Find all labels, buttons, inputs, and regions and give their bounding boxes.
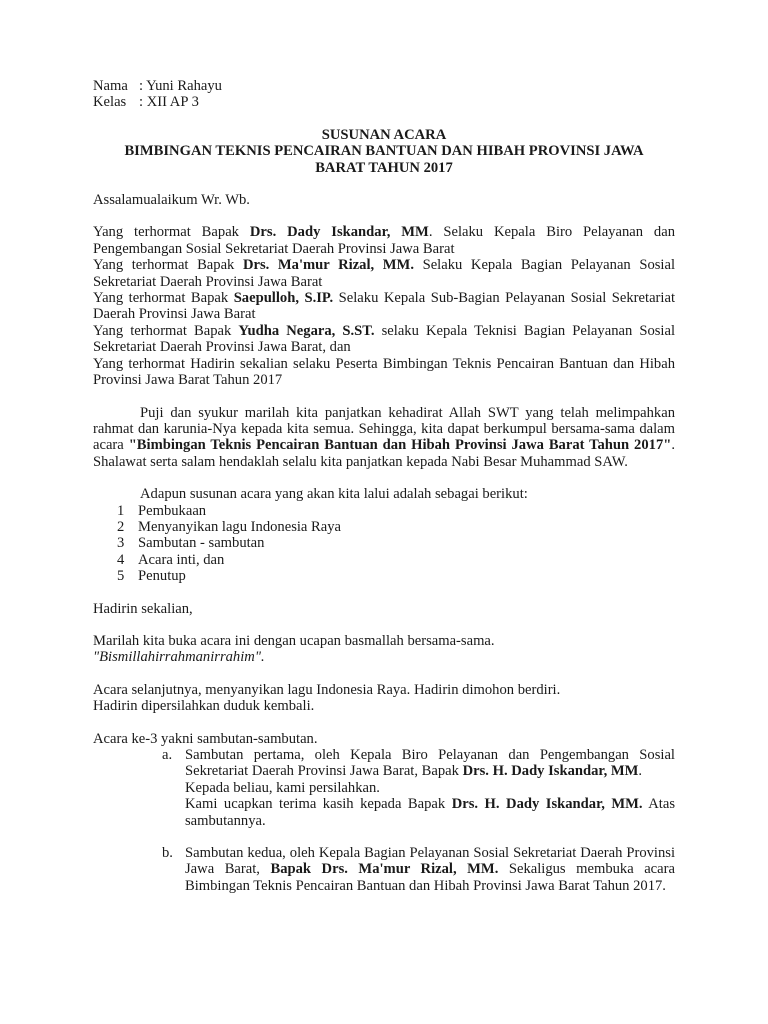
speech-a-text <box>185 747 675 780</box>
speech-text: Sambutan kedua, oleh Kepala Bagian Pelayanan Sosial Sekretariat Daerah Provinsi Jawa Barat, <box>185 845 675 878</box>
agenda-list <box>93 503 675 585</box>
list-number: 2 <box>117 518 125 535</box>
speech-text: Sambutan pertama, oleh Kepala Biro Pelayanan dan Pengembangan Sosial Sekretariat Daerah Provinsi Jawa Barat, Bapak <box>185 747 675 780</box>
list-text: Acara inti, dan <box>138 551 225 568</box>
basmalah-text: "Bismillahirrahmanirrahim". <box>93 649 265 666</box>
anthem-line-2: Hadirin dipersilahkan duduk kembali. <box>93 698 315 715</box>
list-number: 4 <box>117 551 125 568</box>
list-item <box>93 535 675 551</box>
respect-paragraph <box>93 323 675 356</box>
document-title <box>93 127 675 176</box>
speech-marker: a. <box>162 747 173 763</box>
nama-label: Nama <box>93 78 128 94</box>
speech-name: Drs. H. Dady Iskandar, MM <box>462 763 639 780</box>
speeches-intro: Acara ke-3 yakni sambutan-sambutan. <box>93 730 318 747</box>
anthem-line-1: Acara selanjutnya, menyanyikan lagu Indonesia Raya. Hadirin dimohon berdiri. <box>93 681 561 698</box>
nama-value: : Yuni Rahayu <box>139 78 222 94</box>
list-number: 5 <box>117 568 125 585</box>
respect-text: selaku Kepala Teknisi Bagian Pelayanan Sosial Sekretariat Daerah Provinsi Jawa Barat, dan <box>93 322 676 356</box>
speech-item-b <box>162 845 675 894</box>
respect-name: Drs. Ma'mur Rizal, MM. <box>242 257 414 274</box>
kelas-label: Kelas <box>93 94 127 111</box>
respect-text: Selaku Kepala Bagian Pelayanan Sosial Sekretariat Daerah Provinsi Jawa Barat <box>93 257 676 290</box>
event-name: "Bimbingan Teknis Pencairan Bantuan dan Hibah Provinsi Jawa Barat Tahun 2017" <box>128 437 672 454</box>
list-item <box>93 568 675 584</box>
list-text: Penutup <box>138 568 186 585</box>
speech-marker: b. <box>162 845 173 862</box>
agenda-intro: Adapun susunan acara yang akan kita lalui adalah sebagai berikut: <box>140 486 528 503</box>
list-number: 1 <box>117 502 125 519</box>
list-item <box>93 519 675 535</box>
list-text: Pembukaan <box>138 502 207 519</box>
kelas-row <box>93 94 675 110</box>
respect-text: Selaku Kepala Sub-Bagian Pelayanan Sosial Sekretariat Daerah Provinsi Jawa Barat <box>93 290 675 323</box>
respect-paragraph <box>93 356 675 389</box>
title-line-3: BARAT TAHUN 2017 <box>315 159 453 176</box>
opening-paragraph <box>93 405 675 471</box>
speech-name: Drs. H. Dady Iskandar, MM. <box>451 796 643 813</box>
speech-a-thanks <box>185 796 675 829</box>
basmalah <box>93 649 675 665</box>
opening-text: . Shalawat serta salam hendaklah selalu kita panjatkan kepada Nabi Besar Muhammad SAW. <box>93 437 676 470</box>
opening-text: Puji dan syukur marilah kita panjatkan kehadirat Allah SWT yang telah melimpahkan rahmat dan karunia-Nya kepada kita semua. Sehingga, kita dapat berkumpul bersama-sama dalam acara <box>93 404 675 454</box>
list-number: 3 <box>117 535 125 552</box>
speech-body <box>185 845 675 894</box>
nama-row <box>93 78 675 94</box>
greeting: Assalamualaikum Wr. Wb. <box>93 192 250 209</box>
respect-name: Saepulloh, S.IP. <box>233 290 334 307</box>
list-text: Menyanyikan lagu Indonesia Raya <box>138 518 342 535</box>
respect-text: . Selaku Kepala Biro Pelayanan dan Pengembangan Sosial Sekretariat Daerah Provinsi Jawa Barat <box>93 224 675 257</box>
title-line-2: BIMBINGAN TEKNIS PENCAIRAN BANTUAN DAN HIBAH PROVINSI JAWA <box>124 143 644 160</box>
respect-text: Yang terhormat Bapak <box>93 290 234 307</box>
respect-paragraph <box>93 290 675 323</box>
respect-paragraph <box>93 257 675 290</box>
speech-text: Sekaligus membuka acara Bimbingan Teknis Pencairan Bantuan dan Hibah Provinsi Jawa Barat Tahun 2017. <box>185 861 675 894</box>
respect-text: Yang terhormat Bapak <box>93 224 250 241</box>
list-item <box>93 503 675 519</box>
respect-text: Yang terhormat Bapak <box>93 257 243 274</box>
respect-name: Drs. Dady Iskandar, MM <box>249 224 429 241</box>
respect-name: Yudha Negara, S.ST. <box>238 322 375 339</box>
speech-text: Kami ucapkan terima kasih kepada Bapak <box>185 796 452 813</box>
respects-block <box>93 224 675 388</box>
kelas-value: : XII AP 3 <box>139 94 199 111</box>
speech-b-text <box>185 845 675 894</box>
respect-text: Yang terhormat Bapak <box>93 322 239 339</box>
respect-text: Yang terhormat Hadirin sekalian selaku Peserta Bimbingan Teknis Pencairan Bantuan dan Hibah Provinsi Jawa Barat Tahun 2017 <box>93 355 675 389</box>
title-line-1: SUSUNAN ACARA <box>321 126 447 143</box>
basmalah-intro: Marilah kita buka acara ini dengan ucapan basmallah bersama-sama. <box>93 632 495 649</box>
speech-text: . <box>638 763 643 780</box>
speech-item-a <box>162 747 675 829</box>
speech-text: Atas sambutannya. <box>185 796 676 829</box>
list-text: Sambutan - sambutan <box>138 535 265 552</box>
list-item <box>93 552 675 568</box>
speech-a-line2: Kepada beliau, kami persilahkan. <box>185 779 380 796</box>
hadirin-line: Hadirin sekalian, <box>93 600 193 617</box>
speech-name: Bapak Drs. Ma'mur Rizal, MM. <box>270 861 499 878</box>
respect-paragraph <box>93 224 675 257</box>
speech-body <box>185 747 675 829</box>
